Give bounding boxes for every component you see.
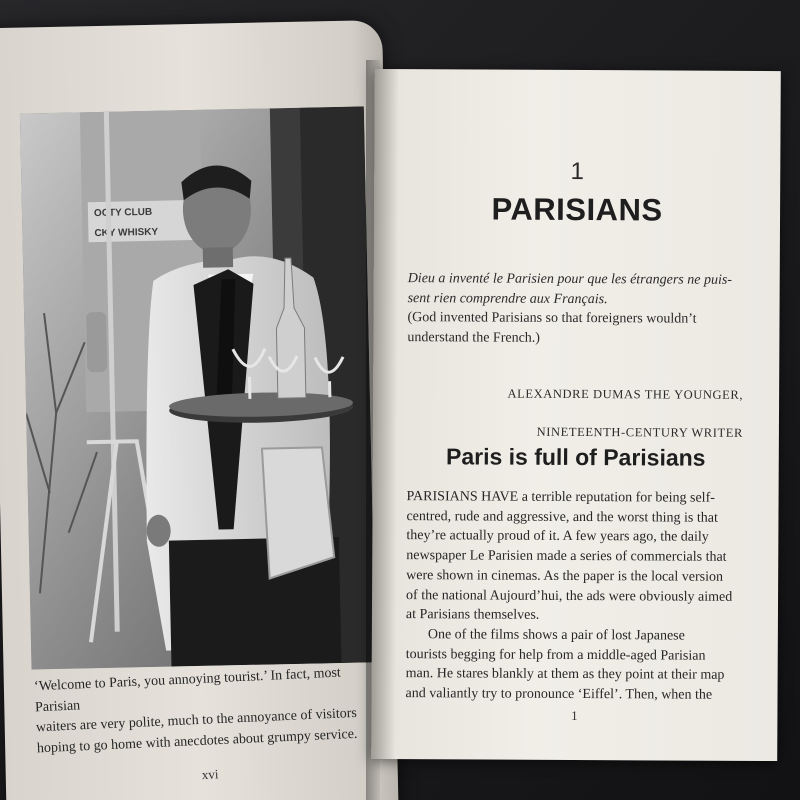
body-paragraph-2: One of the films shows a pair of lost Japanese tourists begging for help from a middle-aged Parisian man. He stares blankly at them as they point at their map and valiantly try to pronounce ‘Eiffel’. Then, when the xyxy=(405,627,725,703)
attribution-line-1: ALEXANDRE DUMAS THE YOUNGER, xyxy=(507,386,744,402)
epigraph-english: (God invented Parisians so that foreigners wouldn’t understand the French.) xyxy=(407,310,697,346)
epigraph-french: Dieu a inventé le Parisien pour que les étrangers ne puis- sent rien comprendre aux Français. xyxy=(407,271,733,307)
attribution-line-2: NINETEENTH-CENTURY WRITER xyxy=(536,424,743,440)
left-page-number: xvi xyxy=(201,766,219,783)
photo-sign-line-1: OCTY CLUB xyxy=(93,206,153,220)
photo-sign-line-2: CKY WHISKY xyxy=(94,226,159,240)
section-heading: Paris is full of Parisians xyxy=(445,443,706,471)
photo-caption: ‘Welcome to Paris, you annoying tourist.’ In fact, most Parisian waiters are very polite, much to the annoyance of visitors hoping to go home with anecdotes about grumpy service. xyxy=(33,665,358,756)
waiter-photograph xyxy=(20,106,376,669)
chapter-number: 1 xyxy=(570,157,585,186)
body-paragraph-1: PARISIANS HAVE a terrible reputation for being self- centred, rude and aggressive, and the worst thing is that they’re actually proud of it. A few years ago, the daily newspaper Le Parisien made a series of commercials that were shown in cinemas. As the paper is the local version of the national Aujourd’hui, the ads were obviously aimed at Parisians themselves. xyxy=(405,489,733,624)
left-page xyxy=(0,20,399,800)
right-page xyxy=(371,69,781,761)
epigraph xyxy=(407,269,753,349)
waiter-photo-illustration xyxy=(20,106,376,669)
right-page-number: 1 xyxy=(571,707,578,724)
chapter-title: PARISIANS xyxy=(491,191,663,228)
body-text xyxy=(405,487,750,706)
